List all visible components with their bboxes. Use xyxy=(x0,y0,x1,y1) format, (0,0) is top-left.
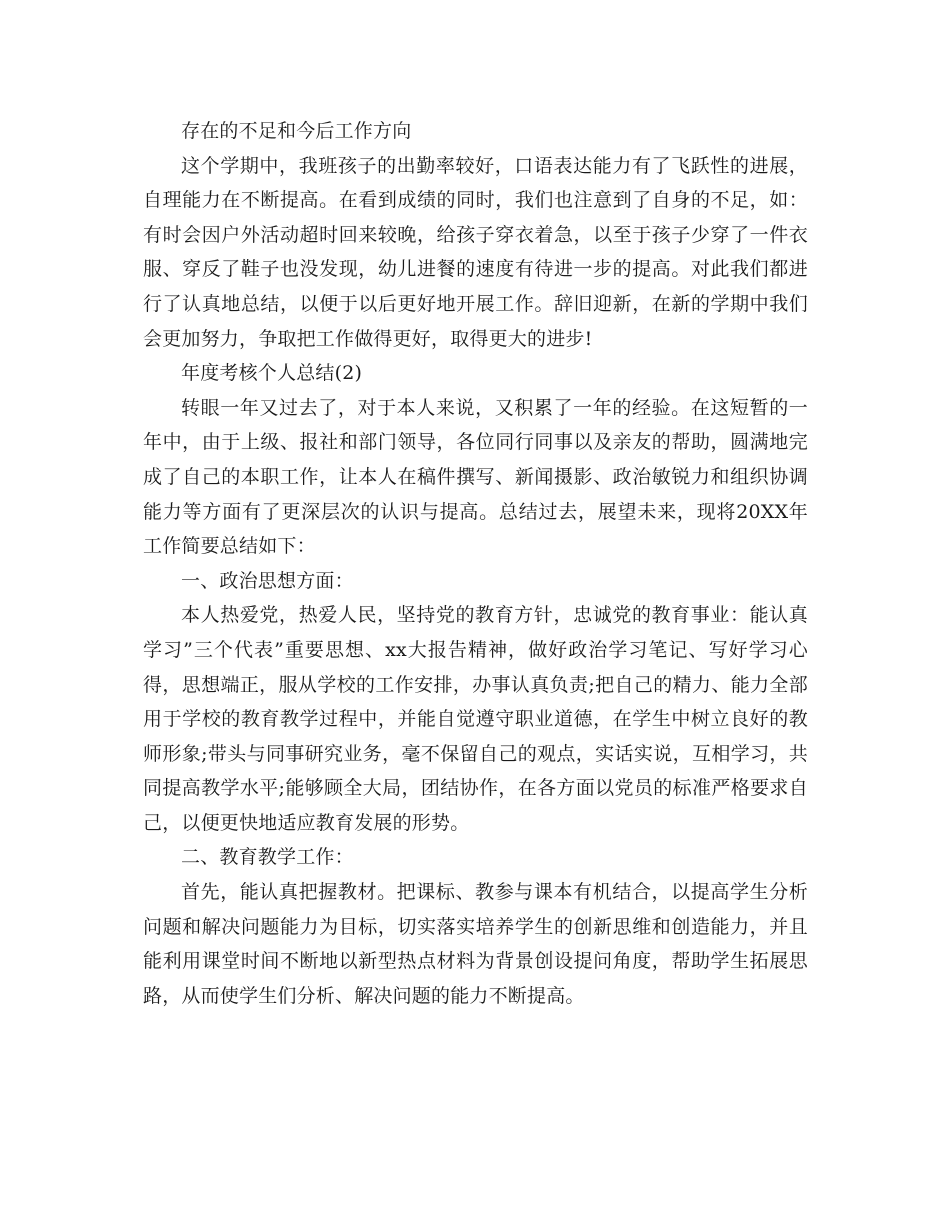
body-paragraph: 转眼一年又过去了，对于本人来说，又积累了一年的经验。在这短暂的一年中，由于上级、报社和部门领导，各位同行同事以及亲友的帮助，圆满地完成了自己的本职工作，让本人在稿件撰写、新闻摄影、政治敏锐力和组织协调能力等方面有了更深层次的认识与提高。总结过去，展望未来，现将20XX年工作简要总结如下： xyxy=(143,396,808,558)
section-heading: 存在的不足和今后工作方向 xyxy=(181,120,412,142)
section-heading: 年度考核个人总结(2) xyxy=(181,362,363,385)
body-paragraph: 首先，能认真把握教材。把课标、教参与课本有机结合，以提高学生分析问题和解决问题能力为目标，切实落实培养学生的创新思维和创造能力，并且能利用课堂时间不断地以新型热点材料为背景创设提问角度，帮助学生拓展思路，从而使学生们分析、解决问题的能力不断提高。 xyxy=(143,881,808,1007)
section-heading: 二、教育教学工作： xyxy=(181,846,354,869)
body-paragraph: 这个学期中，我班孩子的出勤率较好，口语表达能力有了飞跃性的进展，自理能力在不断提高。在看到成绩的同时，我们也注意到了自身的不足，如：有时会因户外活动超时回来较晚，给孩子穿衣着急，以至于孩子少穿了一件衣服、穿反了鞋子也没发现，幼儿进餐的速度有待进一步的提高。对此我们都进行了认真地总结，以便于以后更好地开展工作。辞旧迎新，在新的学期中我们会更加努力，争取把工作做得更好，取得更大的进步! xyxy=(143,154,808,350)
body-paragraph: 本人热爱党，热爱人民，坚持党的教育方针，忠诚党的教育事业：能认真学习”三个代表”重要思想、xx大报告精神，做好政治学习笔记、写好学习心得，思想端正，服从学校的工作安排，办事认真负责;把自己的精力、能力全部用于学校的教育教学过程中，并能自觉遵守职业道德，在学生中树立良好的教师形象;带头与同事研究业务，毫不保留自己的观点，实话实说，互相学习，共同提高教学水平;能够顾全大局，团结协作，在各方面以党员的标准严格要求自己，以便更快地适应教育发展的形势。 xyxy=(143,604,808,834)
document-body xyxy=(143,114,808,1013)
section-heading: 一、政治思想方面： xyxy=(181,569,354,592)
